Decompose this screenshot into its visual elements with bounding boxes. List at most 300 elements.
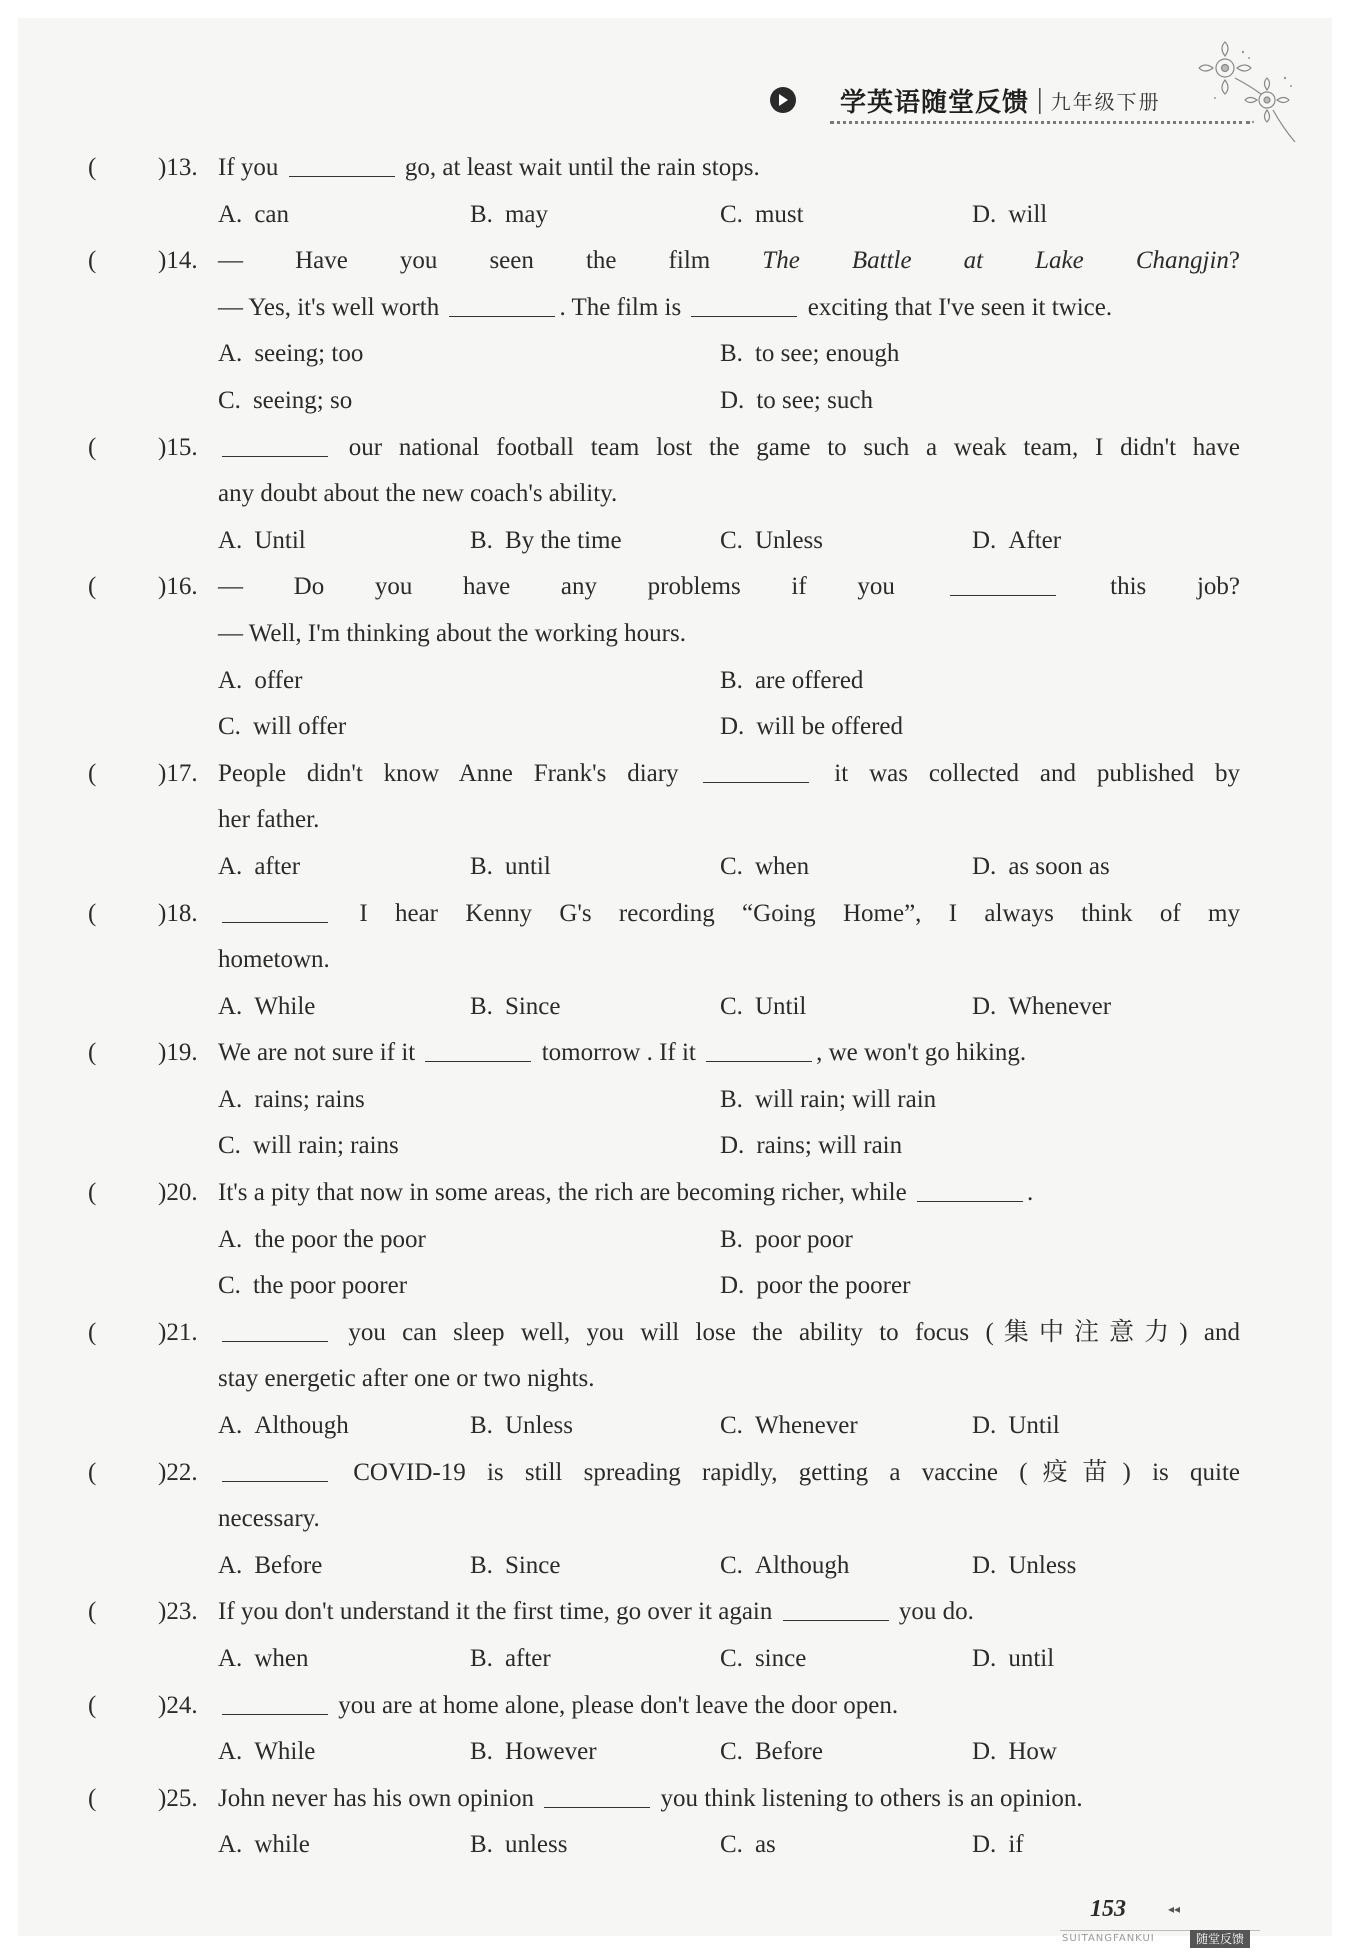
question-continuation-line [0, 1356, 1350, 1403]
question-text [218, 937, 1240, 984]
option-a [218, 658, 302, 705]
question-text [218, 1496, 1240, 1543]
option-text: Until [254, 526, 306, 554]
question-text-fragment: her father. [218, 806, 320, 834]
option-letter: D. [972, 1738, 997, 1766]
option-b [720, 331, 899, 378]
answer-paren: ( [88, 1179, 97, 1207]
option-letter: A. [218, 1738, 243, 1766]
option-d [972, 844, 1110, 891]
flower-decoration-icon [1195, 38, 1305, 148]
question-text-fragment: go, at least wait until the rain stops. [398, 154, 760, 181]
option-letter: C. [720, 200, 743, 228]
answer-blank [425, 1031, 531, 1062]
option-letter: B. [720, 1225, 743, 1253]
option-a [218, 1217, 426, 1264]
option-letter: A. [218, 992, 243, 1020]
question-continuation-line [0, 611, 1350, 658]
answer-blank [222, 1451, 328, 1482]
question-item [0, 1170, 1350, 1310]
answer-paren: ( [88, 247, 97, 275]
answer-paren: ( [88, 1691, 97, 1719]
answer-paren: ( [88, 1318, 97, 1346]
option-letter: D. [972, 1551, 997, 1579]
option-text: since [754, 1645, 807, 1672]
option-letter: D. [972, 1831, 997, 1859]
question-text [218, 751, 1240, 798]
option-d [720, 704, 903, 751]
option-c [720, 518, 823, 565]
option-letter: A. [218, 1645, 243, 1672]
option-letter: A. [218, 1085, 243, 1113]
question-continuation-line [0, 285, 1350, 332]
question-text [218, 145, 1240, 192]
question-text-fragment: — Do you have any problems if you [218, 573, 946, 601]
question-text-fragment: If you [218, 154, 285, 181]
option-text: Since [504, 992, 561, 1020]
question-item [0, 145, 1350, 238]
question-line [0, 1310, 1350, 1357]
question-text [218, 1450, 1240, 1497]
question-line [0, 564, 1350, 611]
option-a [218, 1636, 308, 1683]
question-number: )16. [158, 573, 198, 601]
option-d [972, 518, 1061, 565]
question-item [0, 1310, 1350, 1450]
option-text: after [254, 852, 301, 880]
option-text: must [754, 200, 804, 228]
option-d [972, 1403, 1060, 1450]
question-list [0, 145, 1350, 1869]
question-number: )14. [158, 247, 198, 275]
option-c [720, 1822, 776, 1869]
question-item [0, 1776, 1350, 1869]
question-text-fragment: any doubt about the new coach's ability. [218, 480, 618, 508]
question-text [218, 1170, 1240, 1217]
answer-paren: ( [88, 573, 97, 601]
options-row [0, 1403, 1350, 1450]
option-letter: B. [720, 666, 743, 694]
question-text [218, 891, 1240, 938]
question-number: )21. [158, 1318, 198, 1346]
option-letter: B. [470, 1551, 493, 1579]
question-number: )15. [158, 433, 198, 461]
answer-paren: ( [88, 1458, 97, 1486]
option-a [218, 1077, 365, 1124]
answer-blank [222, 1684, 328, 1715]
option-d [972, 1636, 1054, 1683]
question-text-fragment: you do. [892, 1598, 974, 1626]
option-letter: B. [470, 1412, 493, 1440]
question-line [0, 238, 1350, 285]
answer-blank [222, 426, 328, 457]
option-d [972, 1543, 1076, 1590]
option-letter: B. [470, 852, 493, 880]
question-item [0, 1589, 1350, 1682]
option-letter: D. [972, 1645, 997, 1672]
option-text: Before [254, 1551, 323, 1579]
answer-paren: ( [88, 899, 97, 927]
answer-blank [691, 286, 797, 317]
question-line [0, 1683, 1350, 1730]
option-letter: A. [218, 1225, 243, 1253]
question-text-fragment: this job? [1059, 573, 1240, 601]
option-letter: C. [720, 992, 743, 1020]
option-letter: D. [972, 526, 997, 554]
answer-paren: ( [88, 759, 97, 787]
option-letter: D. [972, 852, 997, 880]
question-text-fragment: ? [1228, 247, 1240, 275]
question-number: )19. [158, 1039, 198, 1067]
answer-blank [222, 1311, 328, 1342]
question-text-fragment: tomorrow . If it [535, 1039, 703, 1067]
option-text: if [1008, 1831, 1024, 1859]
question-number: )22. [158, 1458, 198, 1486]
option-letter: D. [972, 200, 997, 228]
option-text: will be offered [756, 713, 904, 741]
question-text-fragment: — Yes, it's well worth [218, 293, 446, 321]
option-letter: D. [720, 1132, 745, 1160]
question-text [218, 564, 1240, 611]
option-text: By the time [504, 526, 622, 554]
option-text: While [254, 992, 316, 1020]
option-letter: B. [720, 340, 743, 368]
option-d [720, 1263, 910, 1310]
option-c [218, 1263, 407, 1310]
options-row [0, 192, 1350, 239]
question-line [0, 891, 1350, 938]
question-text-fragment: exciting that I've seen it twice. [801, 293, 1113, 321]
option-letter: A. [218, 1831, 243, 1859]
option-b [470, 984, 560, 1031]
option-letter: C. [720, 852, 743, 880]
option-b [470, 1729, 597, 1776]
answer-blank [950, 565, 1056, 596]
question-line [0, 1170, 1350, 1217]
option-text: can [254, 200, 290, 228]
option-d [720, 1123, 902, 1170]
header-subtitle: 九年级下册 [1050, 89, 1161, 114]
question-text-fragment: it was collected and published by [813, 759, 1240, 787]
question-text-fragment: stay energetic after one or two nights. [218, 1365, 595, 1393]
footer-tag: 随堂反馈 [1190, 1930, 1250, 1948]
options-row [0, 704, 1350, 751]
question-item [0, 1450, 1350, 1590]
option-letter: C. [218, 713, 241, 741]
option-letter: D. [972, 1412, 997, 1440]
option-text: will rain; will rain [754, 1085, 937, 1113]
option-letter: A. [218, 852, 243, 880]
option-text: Although [254, 1412, 349, 1440]
option-text: Until [1008, 1412, 1060, 1440]
option-letter: A. [218, 200, 243, 228]
option-letter: B. [470, 1738, 493, 1766]
option-b [720, 658, 863, 705]
option-c [720, 1543, 849, 1590]
option-letter: D. [720, 713, 745, 741]
option-b [470, 1636, 551, 1683]
question-text-fragment: John never has his own opinion [218, 1784, 541, 1812]
option-letter: C. [218, 386, 241, 414]
option-text: Before [754, 1738, 823, 1766]
question-continuation-line [0, 1496, 1350, 1543]
option-text: until [504, 852, 551, 880]
option-c [720, 1636, 806, 1683]
question-number: )20. [158, 1179, 198, 1207]
question-line [0, 425, 1350, 472]
page-number: 153 [1090, 1896, 1126, 1922]
question-text-fragment: . [1026, 1179, 1034, 1207]
option-b [470, 1543, 560, 1590]
option-a [218, 1543, 322, 1590]
option-text: are offered [754, 666, 864, 694]
question-text-fragment: our national football team lost the game to such a weak team, I didn't have [332, 433, 1240, 461]
play-icon [770, 87, 796, 113]
option-letter: A. [218, 666, 243, 694]
option-c [720, 844, 809, 891]
option-text: However [504, 1738, 597, 1766]
answer-blank [544, 1777, 650, 1808]
question-text-fragment: If you don't understand it the first time, go over it again [218, 1598, 779, 1626]
question-text-fragment: you think listening to others is an opinion. [654, 1784, 1083, 1812]
question-continuation-line [0, 797, 1350, 844]
option-text: rains; rains [254, 1085, 365, 1113]
option-text: Although [754, 1551, 850, 1579]
option-letter: C. [720, 1738, 743, 1766]
question-line [0, 1776, 1350, 1823]
question-text-fragment: hometown. [218, 946, 330, 974]
option-letter: C. [218, 1272, 241, 1300]
options-row [0, 378, 1350, 425]
options-row [0, 1123, 1350, 1170]
option-text: seeing; so [252, 386, 353, 414]
question-text-fragment: — Have you seen the film [218, 247, 763, 275]
option-d [972, 1822, 1024, 1869]
footer-pinyin: SUITANGFANKUI [1062, 1933, 1155, 1944]
question-number: )24. [158, 1691, 198, 1719]
option-c [720, 984, 806, 1031]
question-continuation-line [0, 937, 1350, 984]
question-number: )23. [158, 1598, 198, 1626]
option-c [218, 378, 352, 425]
answer-blank [706, 1031, 812, 1062]
question-number: )18. [158, 899, 198, 927]
option-letter: C. [720, 526, 743, 554]
options-row [0, 518, 1350, 565]
option-a [218, 518, 306, 565]
option-text: while [254, 1831, 310, 1859]
question-text-fragment: , we won't go hiking. [816, 1039, 1027, 1067]
question-text [218, 797, 1240, 844]
option-letter: C. [720, 1412, 743, 1440]
question-number: )25. [158, 1784, 198, 1812]
option-c [218, 1123, 399, 1170]
option-letter: B. [470, 1831, 493, 1859]
question-text-fragment: COVID-19 is still spreading rapidly, getting a vaccine (疫苗) is quite [332, 1458, 1240, 1486]
header-dotted-rule [830, 121, 1250, 124]
options-row [0, 1263, 1350, 1310]
question-text-fragment: you are at home alone, please don't leave the door open. [332, 1691, 899, 1719]
question-item [0, 751, 1350, 891]
question-line [0, 1450, 1350, 1497]
option-a [218, 984, 315, 1031]
options-row [0, 844, 1350, 891]
option-text: Since [504, 1551, 561, 1579]
option-text: Unless [504, 1412, 573, 1440]
option-c [720, 192, 804, 239]
question-text [218, 471, 1240, 518]
option-a [218, 192, 289, 239]
question-item [0, 564, 1350, 750]
options-row [0, 1636, 1350, 1683]
option-text: poor the poorer [756, 1272, 911, 1300]
option-letter: B. [470, 200, 493, 228]
option-letter: C. [720, 1551, 743, 1579]
option-text: will [1008, 200, 1048, 228]
option-text: will offer [252, 713, 347, 741]
option-letter: B. [720, 1085, 743, 1113]
option-letter: B. [470, 992, 493, 1020]
options-row [0, 331, 1350, 378]
option-text: Whenever [754, 1412, 858, 1440]
question-text-fragment: We are not sure if it [218, 1039, 422, 1067]
question-text [218, 1776, 1240, 1823]
option-letter: A. [218, 1412, 243, 1440]
option-a [218, 1403, 349, 1450]
option-text: until [1008, 1645, 1055, 1672]
option-d [972, 984, 1111, 1031]
option-text: when [254, 1645, 309, 1672]
option-b [470, 844, 551, 891]
option-text: when [754, 852, 810, 880]
option-letter: C. [720, 1645, 743, 1672]
option-letter: A. [218, 340, 243, 368]
question-text [218, 611, 1240, 658]
page-header [770, 78, 1161, 122]
question-item [0, 238, 1350, 424]
question-text [218, 1310, 1240, 1357]
question-item [0, 1030, 1350, 1170]
option-letter: A. [218, 526, 243, 554]
answer-blank [783, 1590, 889, 1621]
header-title: 学英语随堂反馈 [840, 87, 1030, 118]
option-letter: B. [470, 1645, 493, 1672]
option-letter: D. [972, 992, 997, 1020]
option-text: Unless [754, 526, 823, 554]
option-letter: C. [720, 1831, 743, 1859]
option-a [218, 331, 363, 378]
options-row [0, 1543, 1350, 1590]
question-text-fragment: I hear Kenny G's recording “Going Home”, I always think of my [332, 899, 1240, 927]
question-text [218, 285, 1240, 332]
answer-blank [449, 286, 555, 317]
question-text-fragment: you can sleep well, you will lose the ability to focus (集中注意力) and [332, 1318, 1240, 1346]
option-c [218, 704, 346, 751]
option-b [470, 1403, 573, 1450]
option-text: as soon as [1008, 852, 1110, 880]
option-text: Unless [1008, 1551, 1077, 1579]
question-text [218, 425, 1240, 472]
option-text: will rain; rains [252, 1132, 399, 1160]
option-text: offer [254, 666, 303, 694]
question-text [218, 1683, 1240, 1730]
question-line [0, 751, 1350, 798]
option-a [218, 844, 300, 891]
question-text [218, 1589, 1240, 1636]
option-text: While [254, 1738, 316, 1766]
option-letter: D. [720, 386, 745, 414]
question-text [218, 1356, 1240, 1403]
option-a [218, 1729, 315, 1776]
option-text: poor poor [754, 1225, 853, 1253]
answer-blank [703, 752, 809, 783]
answer-paren: ( [88, 1598, 97, 1626]
question-line [0, 1589, 1350, 1636]
question-item [0, 425, 1350, 565]
option-letter: D. [720, 1272, 745, 1300]
option-text: after [504, 1645, 551, 1672]
option-b [470, 518, 622, 565]
question-line [0, 1030, 1350, 1077]
option-text: the poor poorer [252, 1272, 408, 1300]
option-text: How [1008, 1738, 1057, 1766]
question-line [0, 145, 1350, 192]
option-d [972, 1729, 1057, 1776]
option-text: Whenever [1008, 992, 1112, 1020]
option-b [470, 192, 548, 239]
page-arrows-icon: ◂◂ [1168, 1902, 1181, 1916]
question-text [218, 1030, 1240, 1077]
options-row [0, 1217, 1350, 1264]
italic-title: The Battle at Lake Changjin [762, 247, 1229, 275]
question-item [0, 1683, 1350, 1776]
option-text: seeing; too [254, 340, 364, 368]
option-c [720, 1403, 858, 1450]
question-continuation-line [0, 471, 1350, 518]
question-text-fragment: It's a pity that now in some areas, the rich are becoming richer, while [218, 1179, 913, 1207]
question-text-fragment: . The film is [559, 293, 688, 321]
question-number: )13. [158, 154, 198, 181]
option-c [720, 1729, 823, 1776]
option-letter: C. [218, 1132, 241, 1160]
option-text: as [754, 1831, 776, 1859]
option-text: may [504, 200, 548, 228]
question-text-fragment: necessary. [218, 1505, 320, 1533]
option-d [972, 192, 1047, 239]
options-row [0, 658, 1350, 705]
option-text: to see; enough [754, 340, 900, 368]
option-b [720, 1217, 853, 1264]
question-text-fragment: — Well, I'm thinking about the working hours. [218, 619, 686, 647]
option-b [470, 1822, 567, 1869]
question-text-fragment: People didn't know Anne Frank's diary [218, 759, 700, 787]
option-text: Until [754, 992, 807, 1020]
option-text: After [1008, 526, 1062, 554]
answer-paren: ( [88, 433, 97, 461]
options-row [0, 1822, 1350, 1869]
option-letter: B. [470, 526, 493, 554]
answer-blank [222, 892, 328, 923]
question-text [218, 238, 1240, 285]
options-row [0, 1729, 1350, 1776]
answer-paren: ( [88, 154, 97, 181]
option-a [218, 1822, 310, 1869]
option-letter: A. [218, 1551, 243, 1579]
option-b [720, 1077, 936, 1124]
question-item [0, 891, 1350, 1031]
option-d [720, 378, 873, 425]
option-text: rains; will rain [756, 1132, 903, 1160]
